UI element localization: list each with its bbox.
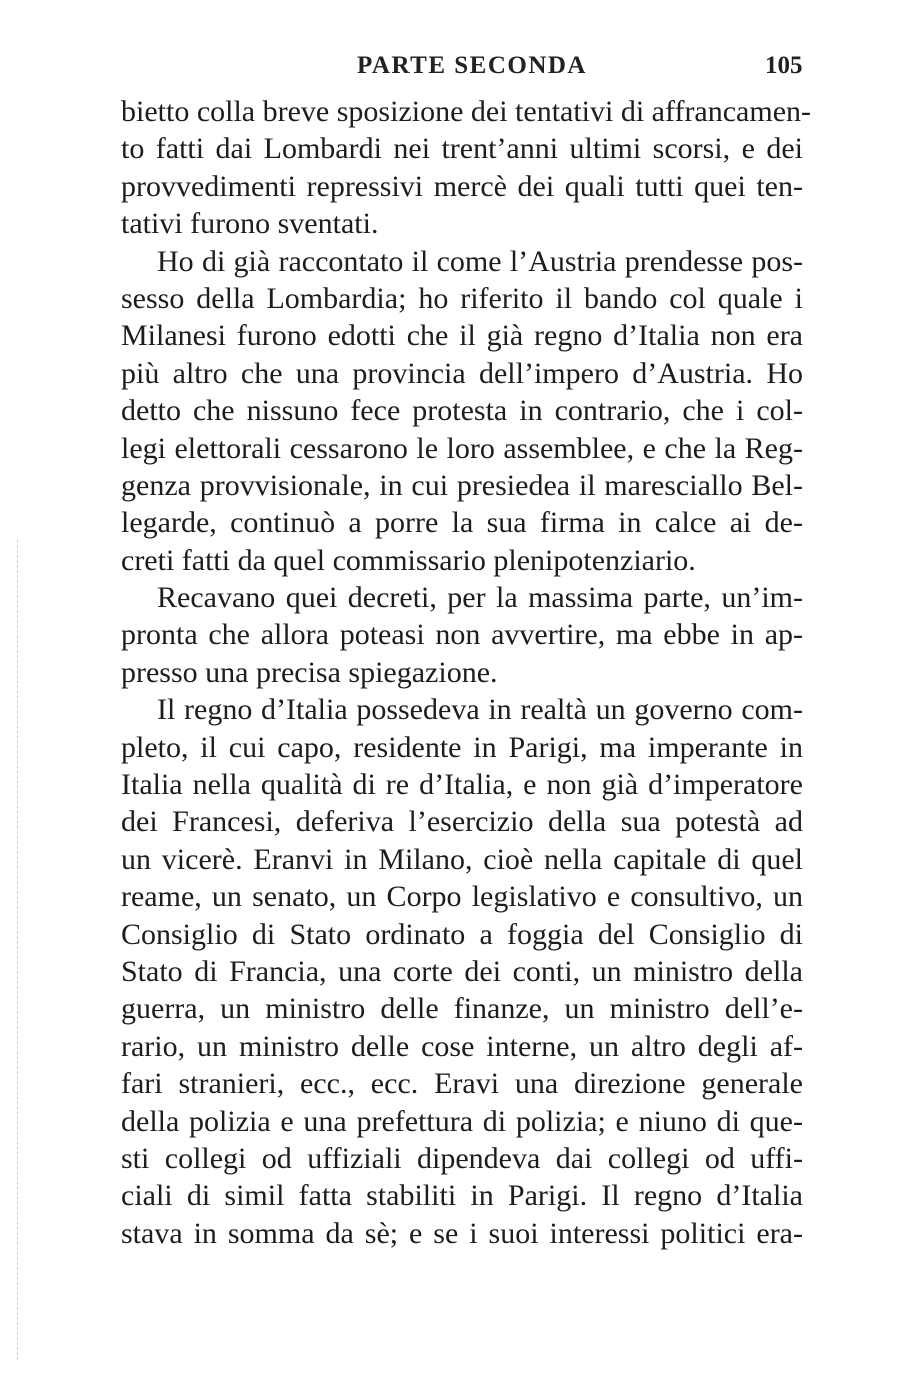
text-line: Il regno d’Italia possedeva in realtà un governo com- (157, 693, 803, 727)
text-line: legarde, continuò a porre la sua firma in calce ai de- (121, 506, 803, 540)
body-text (121, 93, 812, 1252)
text-line: Italia nella qualità di re d’Italia, e non già d’imperatore (121, 768, 803, 802)
scan-margin-artifact (17, 540, 22, 1360)
text-line: genza provvisionale, in cui presiedea il maresciallo Bel- (121, 468, 803, 502)
text-line: un vicerè. Eranvi in Milano, cioè nella capitale di quel (121, 842, 803, 876)
text-line: to fatti dai Lombardi nei trent’anni ultimi scorsi, e dei (121, 132, 803, 166)
text-line: Stato di Francia, una corte dei conti, un ministro della (121, 954, 803, 988)
text-line: sesso della Lombardia; ho riferito il bando col quale i (121, 281, 803, 315)
text-line: Milanesi furono edotti che il già regno d’Italia non era (121, 319, 803, 353)
running-title: PARTE SECONDA (357, 52, 587, 79)
text-line: dei Francesi, deferiva l’esercizio della sua potestà ad (121, 805, 803, 839)
text-line: detto che nissuno fece protesta in contrario, che i col- (121, 394, 803, 428)
text-line: ciali di simil fatta stabiliti in Parigi. Il regno d’Italia (121, 1179, 803, 1213)
text-line: guerra, un ministro delle finanze, un ministro dell’e- (121, 992, 803, 1026)
text-line: pleto, il cui capo, residente in Parigi, ma imperante in (121, 730, 803, 764)
text-line: provvedimenti repressivi mercè dei quali tutti quei ten- (121, 169, 803, 203)
text-line: Ho di già raccontato il come l’Austria prendesse pos- (157, 244, 803, 278)
text-line: stava in somma da sè; e se i suoi interessi politici era- (121, 1216, 803, 1250)
text-line: presso una precisa spiegazione. (121, 655, 498, 689)
text-line: rario, un ministro delle cose interne, un altro degli af- (121, 1029, 803, 1063)
page-number: 105 (765, 52, 803, 79)
text-line: pronta che allora poteasi non avvertire, ma ebbe in ap- (121, 618, 803, 652)
text-line: Consiglio di Stato ordinato a foggia del Consiglio di (121, 917, 803, 951)
text-line: sti collegi od uffiziali dipendeva dai collegi od uffi- (121, 1141, 803, 1175)
text-line: della polizia e una prefettura di polizia; e niuno di que- (121, 1104, 803, 1138)
text-line: legi elettorali cessarono le loro assemblee, e che la Reg- (121, 431, 803, 465)
text-line: bietto colla breve sposizione dei tentativi di affrancamen- (121, 95, 812, 128)
text-line: Recavano quei decreti, per la massima parte, un’im- (157, 581, 803, 615)
text-line: più altro che una provincia dell’impero d’Austria. Ho (121, 356, 803, 390)
text-line: creti fatti da quel commissario plenipotenziario. (121, 543, 696, 577)
running-head (0, 52, 914, 92)
text-line: tativi furono sventati. (121, 207, 379, 241)
text-line: reame, un senato, un Corpo legislativo e consultivo, un (121, 880, 803, 914)
text-line: fari stranieri, ecc., ecc. Eravi una direzione generale (121, 1067, 803, 1101)
